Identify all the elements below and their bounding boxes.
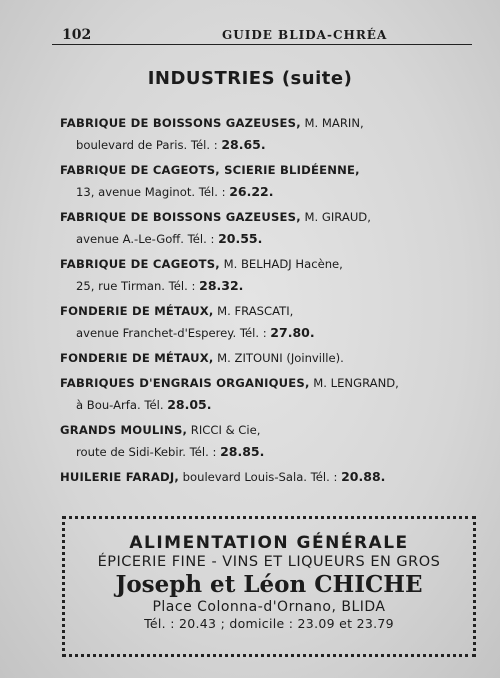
ad-phones: Tél. : 20.43 ; domicile : 23.09 et 23.79 [144, 616, 394, 631]
list-item [60, 372, 480, 416]
ad-title: ALIMENTATION GÉNÉRALE [129, 533, 409, 553]
list-item [60, 206, 480, 250]
ad-business-name: Joseph et Léon CHICHE [115, 571, 423, 598]
business-address: 25, rue Tirman. Tél. : [76, 279, 196, 293]
business-phone: 28.32. [199, 278, 244, 293]
business-name: FABRIQUE DE BOISSONS GAZEUSES, [60, 210, 301, 224]
page-number: 102 [62, 27, 92, 43]
business-phone: 20.88. [341, 469, 386, 484]
list-item [60, 253, 480, 297]
business-name: FABRIQUE DE CAGEOTS, SCIERIE BLIDÉENNE, [60, 163, 360, 177]
business-owner: boulevard Louis-Sala. Tél. : [182, 470, 338, 484]
ad-subtitle: ÉPICERIE FINE - VINS ET LIQUEURS EN GROS [97, 554, 441, 570]
business-address: 13, avenue Maginot. Tél. : [76, 185, 226, 199]
business-owner: M. ZITOUNI (Joinville). [217, 351, 344, 365]
list-item [60, 347, 480, 369]
business-name: FABRIQUE DE BOISSONS GAZEUSES, [60, 116, 301, 130]
list-item [60, 466, 480, 488]
business-phone: 28.05. [167, 397, 212, 412]
business-name: GRANDS MOULINS, [60, 423, 188, 437]
business-owner: RICCI & Cie, [190, 423, 261, 437]
business-owner: M. LENGRAND, [313, 376, 399, 390]
business-address: route de Sidi-Kebir. Tél. : [76, 445, 217, 459]
business-phone: 27.80. [270, 325, 315, 340]
page-header [52, 24, 472, 45]
business-owner: M. GIRAUD, [304, 210, 371, 224]
business-owner: M. MARIN, [304, 116, 364, 130]
business-name: FONDERIE DE MÉTAUX, [60, 351, 214, 365]
list-item [60, 159, 480, 203]
section-title: INDUSTRIES (suite) [147, 68, 353, 89]
business-address: à Bou-Arfa. Tél. [76, 398, 164, 412]
business-name: FABRIQUES D'ENGRAIS ORGANIQUES, [60, 376, 310, 390]
business-name: FONDERIE DE MÉTAUX, [60, 304, 214, 318]
business-phone: 20.55. [218, 231, 263, 246]
list-item [60, 112, 480, 156]
business-list [60, 112, 480, 488]
business-address: boulevard de Paris. Tél. : [76, 138, 218, 152]
business-name: HUILERIE FARADJ, [60, 470, 179, 484]
business-address: avenue A.-Le-Goff. Tél. : [76, 232, 215, 246]
business-owner: M. FRASCATI, [217, 304, 294, 318]
business-name: FABRIQUE DE CAGEOTS, [60, 257, 220, 271]
business-owner: M. BELHADJ Hacène, [223, 257, 343, 271]
running-title: GUIDE BLIDA-CHRÉA [222, 28, 388, 42]
business-address: avenue Franchet-d'Esperey. Tél. : [76, 326, 267, 340]
business-phone: 26.22. [229, 184, 274, 199]
ad-address: Place Colonna-d'Ornano, BLIDA [152, 599, 386, 615]
advertisement-box [62, 516, 476, 657]
business-phone: 28.85. [220, 444, 265, 459]
list-item [60, 300, 480, 344]
list-item [60, 419, 480, 463]
business-phone: 28.65. [221, 137, 266, 152]
